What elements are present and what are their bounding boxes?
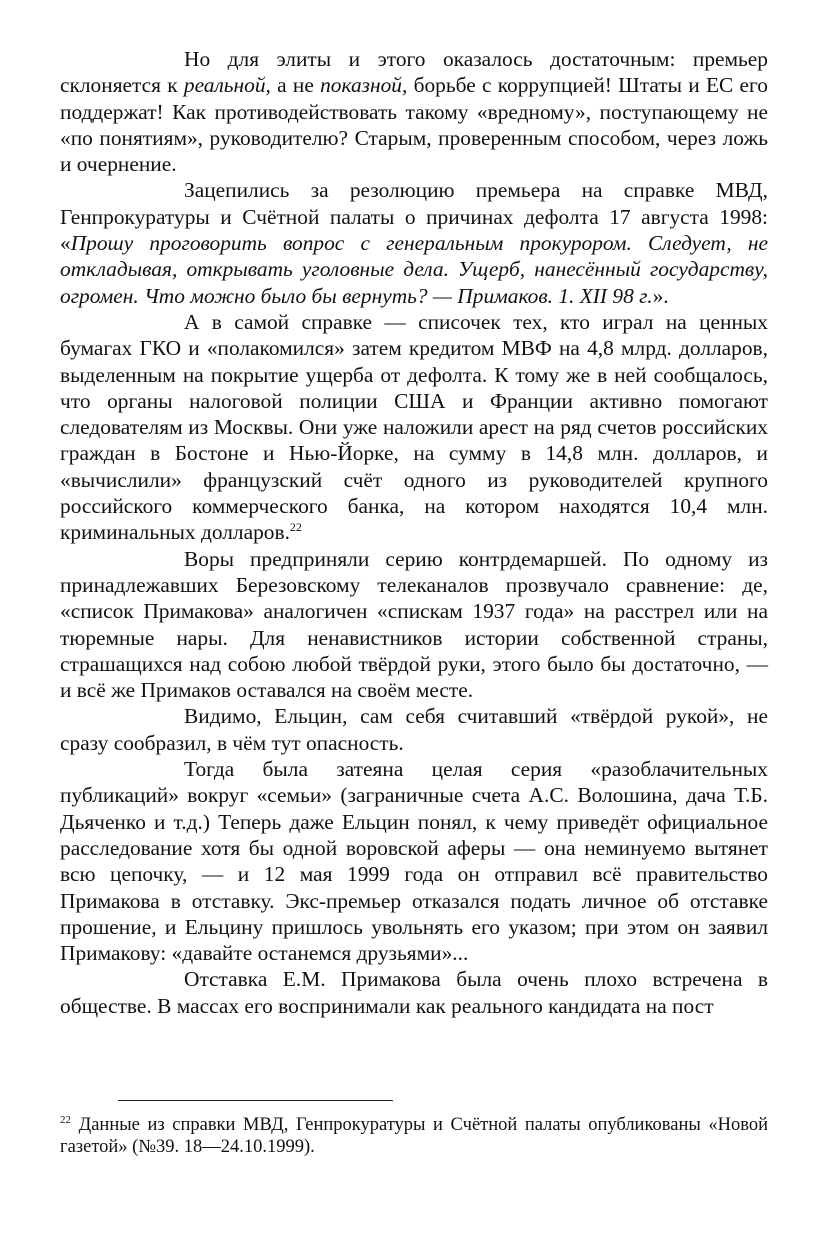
paragraph-3: А в самой справке — списочек тех, кто играл на ценных бумагах ГКО и «полакомился» затем кредитом МВФ на 4,8 млрд. долларов, выделенным на покрытие ущерба от дефолта. К тому же в ней сообщалось, что органы налоговой полиции США и Франции активно помогают следователям из Москвы. Они уже наложили арест на ряд счетов российских граждан в Бостоне и Нью-Йорке, на сумму в 14,8 млн. долларов, и «вычислили» французский счёт одного из руководителей крупного российского коммерческого банка, на котором находятся 10,4 млн. криминальных долларов.$^{22}$ [60,309,768,545]
italic-showy: показной, [320,73,408,98]
paragraph-1: Но для элиты и этого оказалось достаточным: премьер склоняется к реальной, а не показной, борьбе с коррупцией! Штаты и ЕС его поддержат! Как противодействовать такому «вредному», поступающему не «по понятиям», руководителю? Старым, проверенным способом, через ложь и очернение. [60,47,768,177]
footnote-text: Данные из справки МВД, Генпрокуратуры и Счётной палаты опубликованы «Новой газетой» (№39. 18—24.10.1999). [60,1115,768,1157]
paragraph-5: Видимо, Ельцин, сам себя считавший «твёрдой рукой», не сразу сообразил, в чём тут опасность. [60,704,768,755]
paragraph-7: Отставка Е.М. Примакова была очень плохо встречена в обществе. В массах его воспринимали как реального кандидата на пост [60,967,768,1018]
footnote-separator [118,1100,393,1101]
footnote-number: 22 [60,1113,71,1126]
paragraph-2: Зацепились за резолюцию премьера на справке МВД, Генпрокуратуры и Счётной палаты о причинах дефолта 17 августа 1998: «Прошу проговорить вопрос с генеральным прокурором. Следует, не откладывая, открывать уголовные дела. Ущерб, нанесённый государству, огромен. Что можно было бы вернуть? — Примаков. 1. XII 98 г.». [60,178,768,308]
footnote-ref[interactable]: 22 [289,520,302,535]
paragraph-6: Тогда была затеяна целая серия «разоблачительных публикаций» вокруг «семьи» (заграничные счета А.С. Волошина, дача Т.Б. Дьяченко и т.д.) Теперь даже Ельцин понял, к чему приведёт официальное расследование хотя бы одной воровской аферы — она неминуемо вытянет всю цепочку, — и 12 мая 1999 года он отправил всё правительство Примакова в отставку. Экс-премьер отказался подать личное об отставке прошение, и Ельцину пришлось увольнять его указом; при этом он заявил Примакову: «давайте останемся друзьями»... [60,757,768,966]
page-body [60,46,768,1019]
footnote [60,1114,768,1158]
paragraph-4: Воры предприняли серию контрдемаршей. По одному из принадлежавших Березовскому телеканалов прозвучало сравнение: де, «список Примакова» аналогичен «спискам 1937 года» на расстрел или на тюремные нары. Для ненавистников истории собственной страны, страшащихся над собою любой твёрдой руки, этого было бы достаточно, — и всё же Примаков оставался на своём месте. [60,546,768,703]
resolution-quote: Прошу проговорить вопрос с генеральным прокурором. Следует, не откладывая, открывать уголовные дела. Ущерб, нанесённый государству, огромен. Что можно было бы вернуть? — Примаков. 1. XII 98 г. [60,231,768,308]
italic-real: реальной, [183,73,271,98]
